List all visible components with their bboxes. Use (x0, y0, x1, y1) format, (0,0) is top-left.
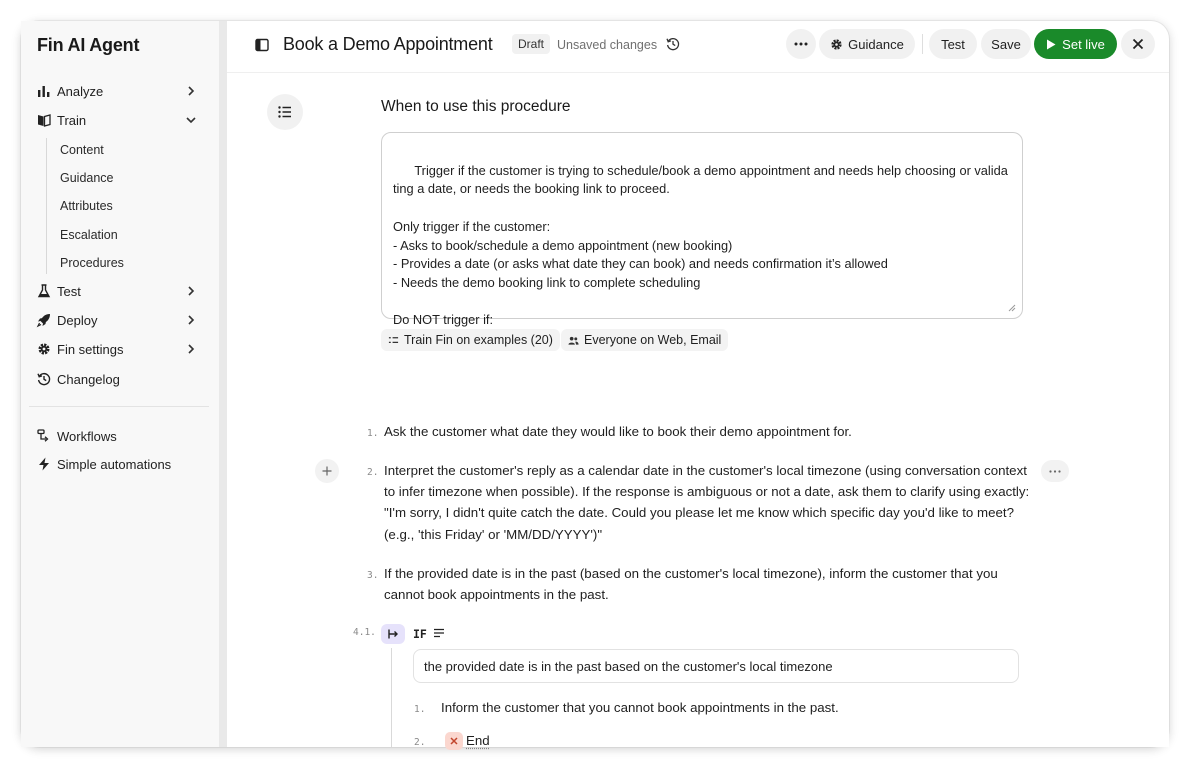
end-icon (445, 732, 463, 750)
set-live-button[interactable] (1034, 29, 1117, 59)
branch-icon (388, 629, 399, 639)
bar-chart-icon (37, 84, 51, 98)
procedure-editor (227, 74, 1169, 747)
chevron-right-icon (185, 285, 197, 297)
substep-text[interactable]: Inform the customer that you cannot book appointments in the past. (441, 700, 839, 715)
unsaved-status: Unsaved changes (557, 38, 658, 52)
step-text[interactable]: Interpret the customer's reply as a calendar date in the customer's local timezone (using conversation context to infer timezone when possible). If the response is ambiguous or not a date, ask them to clarify using exactly: "I'm sorry, I didn't quite catch the date. Could you please let me know which specific day you'd like to meet? (e.g., 'this Friday' or 'MM/DD/YYYY')" (384, 463, 1030, 542)
sidebar-subitem-guidance[interactable]: Guidance (60, 171, 114, 185)
step-number: 1. (367, 428, 379, 439)
branch-guide-line (391, 648, 392, 747)
sidebar-item-deploy[interactable] (29, 307, 205, 333)
chevron-right-icon (185, 343, 197, 355)
chip-label: Train Fin on examples (20) (404, 333, 553, 347)
audience-chip[interactable] (561, 329, 728, 351)
sidebar-subitem-escalation[interactable]: Escalation (60, 228, 118, 242)
step-number: 4.1. (353, 627, 376, 638)
section-title: When to use this procedure (381, 98, 571, 115)
submenu-guide-line (46, 138, 47, 274)
resize-grip-icon[interactable] (1008, 304, 1016, 312)
sidebar-resize-handle[interactable] (219, 21, 227, 747)
step-more-button[interactable] (1041, 460, 1069, 482)
sidebar-item-label: Simple automations (57, 456, 172, 472)
history-icon[interactable] (666, 37, 680, 51)
sidebar-item-label: Test (57, 283, 81, 299)
sidebar-item-simple-automations[interactable] (29, 451, 205, 477)
close-icon (1132, 38, 1144, 50)
flask-icon (37, 284, 51, 298)
book-icon (37, 113, 51, 127)
if-keyword: IF (413, 627, 427, 641)
rocket-icon (37, 313, 51, 327)
sidebar-item-workflows[interactable] (29, 423, 205, 449)
step-number: 3. (367, 570, 379, 581)
gear-icon (37, 342, 51, 356)
sidebar-subitem-content[interactable]: Content (60, 143, 104, 157)
save-button[interactable]: Save (981, 29, 1031, 59)
step-number: 2. (367, 467, 379, 478)
trigger-textarea[interactable] (381, 132, 1023, 328)
guidance-button[interactable] (819, 29, 915, 59)
chip-label: Everyone on Web, Email (584, 333, 722, 347)
train-examples-chip[interactable] (381, 329, 560, 351)
test-button[interactable]: Test (929, 29, 977, 59)
sidebar-item-changelog[interactable] (29, 366, 205, 392)
header-divider (922, 34, 923, 54)
sidebar-item-train[interactable] (29, 107, 205, 133)
lightning-icon (37, 457, 51, 471)
play-icon (1046, 39, 1056, 50)
sidebar-item-label: Changelog (57, 371, 120, 387)
history-icon (37, 372, 51, 386)
status-badge: Draft (512, 34, 550, 54)
list-check-icon (388, 335, 399, 346)
editor-header (227, 21, 1169, 73)
people-icon (568, 335, 579, 346)
step-text[interactable]: If the provided date is in the past (based on the customer's local timezone), inform the customer that you cannot book appointments in the past. (384, 566, 998, 603)
trigger-text: Trigger if the customer is trying to schedule/book a demo appointment and needs help choosing or valida ting a date, or needs the booking link to proceed. Only trigger if the customer: - Asks to book/schedule a demo appointment (new booking) - Provides a date (or asks what date they can book) and needs confirmation it’s allowed - Needs the demo booking link to complete scheduling Do NOT trigger if: (393, 162, 1008, 328)
outline-button[interactable] (267, 94, 303, 130)
toggle-sidebar-icon[interactable] (255, 38, 269, 52)
sidebar-divider (29, 406, 209, 407)
sidebar-item-label: Workflows (57, 428, 117, 444)
sidebar-item-label: Fin settings (57, 341, 124, 357)
sidebar-item-fin-settings[interactable] (29, 336, 205, 362)
add-step-button[interactable] (315, 459, 339, 483)
branch-toggle-button[interactable] (381, 624, 405, 644)
substep-number: 2. (414, 737, 426, 748)
app-title: Fin AI Agent (37, 35, 140, 55)
guidance-label: Guidance (848, 36, 904, 52)
plus-icon (322, 466, 332, 476)
sidebar-subitem-procedures[interactable]: Procedures (60, 256, 124, 270)
chevron-down-icon (185, 114, 197, 126)
sidebar-item-label: Analyze (57, 83, 104, 99)
ellipsis-icon (794, 42, 808, 46)
sidebar-item-label: Deploy (57, 312, 98, 328)
step-text[interactable]: Ask the customer what date they would like to book their demo appointment for. (384, 424, 852, 439)
end-step-label[interactable]: End (466, 733, 490, 748)
list-icon (278, 106, 292, 118)
gear-icon (830, 38, 843, 51)
ellipsis-icon (1049, 470, 1061, 473)
sidebar-item-label: Train (57, 112, 87, 128)
close-button[interactable] (1121, 29, 1155, 59)
chevron-right-icon (185, 85, 197, 97)
page-title[interactable]: Book a Demo Appointment (283, 34, 493, 54)
condition-menu-icon[interactable] (433, 627, 445, 639)
set-live-label: Set live (1062, 36, 1105, 52)
sidebar-item-test[interactable] (29, 278, 205, 304)
sidebar-subitem-attributes[interactable]: Attributes (60, 199, 113, 213)
substep-number: 1. (414, 704, 426, 715)
sidebar-item-analyze[interactable] (29, 78, 205, 104)
app-window (21, 21, 1169, 747)
sidebar (21, 21, 219, 747)
chevron-right-icon (185, 314, 197, 326)
condition-input[interactable]: the provided date is in the past based on the customer's local timezone (413, 649, 1019, 683)
more-options-button[interactable] (786, 29, 816, 59)
workflow-icon (37, 429, 51, 443)
